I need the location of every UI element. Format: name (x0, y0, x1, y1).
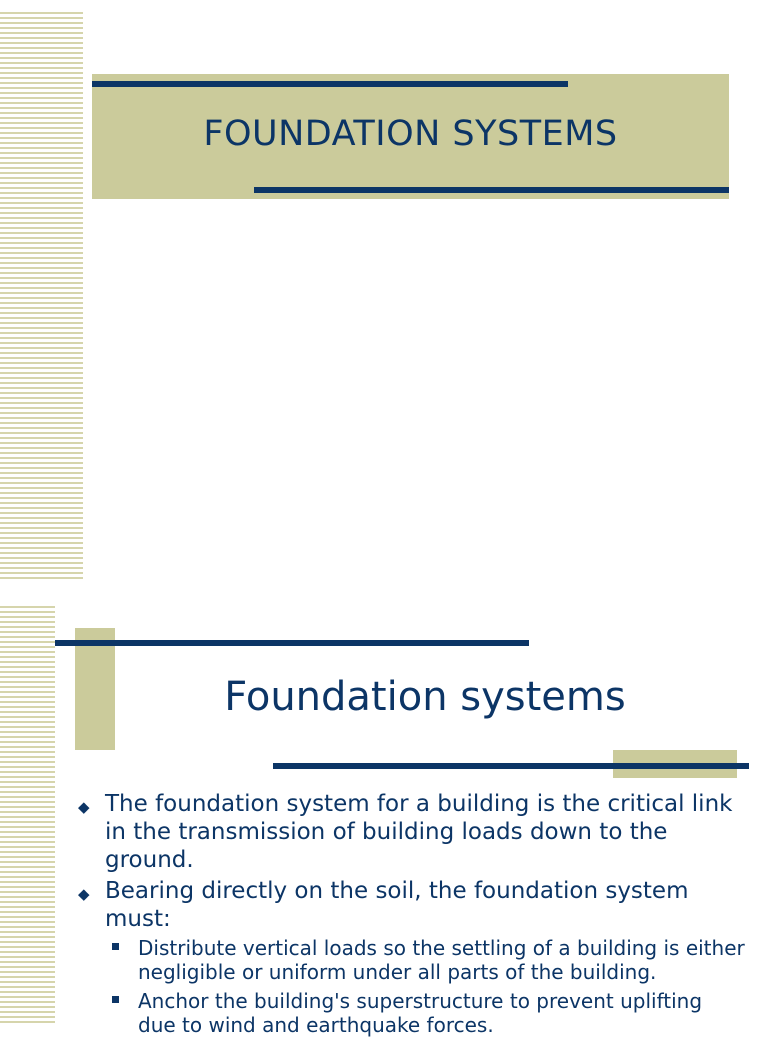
slide2-title: Foundation systems (224, 674, 626, 720)
diamond-bullet-icon: ◆ (78, 798, 90, 816)
decorative-stripes-bottom (0, 606, 55, 1024)
slide2-top-rule (55, 640, 529, 646)
square-bullet-icon (112, 996, 119, 1003)
bullet-text: The foundation system for a building is the critical link in the transmission of building loads down to the ground. (105, 791, 733, 873)
slide1-top-rule (92, 81, 568, 87)
slide1-title: FOUNDATION SYSTEMS (203, 114, 618, 154)
sub-bullet-text: Distribute vertical loads so the settling of a building is either negligible or uniform under all parts of the building. (138, 936, 745, 984)
bullet-item (75, 790, 745, 874)
square-bullet-icon (112, 943, 119, 950)
slide2-accent-block-left (75, 628, 115, 750)
sub-bullet-item (75, 936, 745, 984)
slide2-bullet-list (75, 790, 745, 1042)
diamond-bullet-icon: ◆ (78, 885, 90, 903)
bullet-item (75, 877, 745, 933)
decorative-stripes-top (0, 12, 83, 580)
slide2-bottom-rule (273, 763, 749, 769)
sub-bullet-text: Anchor the building's superstructure to prevent uplifting due to wind and earthquake forces. (138, 989, 703, 1037)
bullet-text: Bearing directly on the soil, the foundation system must: (105, 878, 689, 932)
slide1-bottom-rule (254, 187, 729, 193)
sub-bullet-item (75, 989, 745, 1037)
